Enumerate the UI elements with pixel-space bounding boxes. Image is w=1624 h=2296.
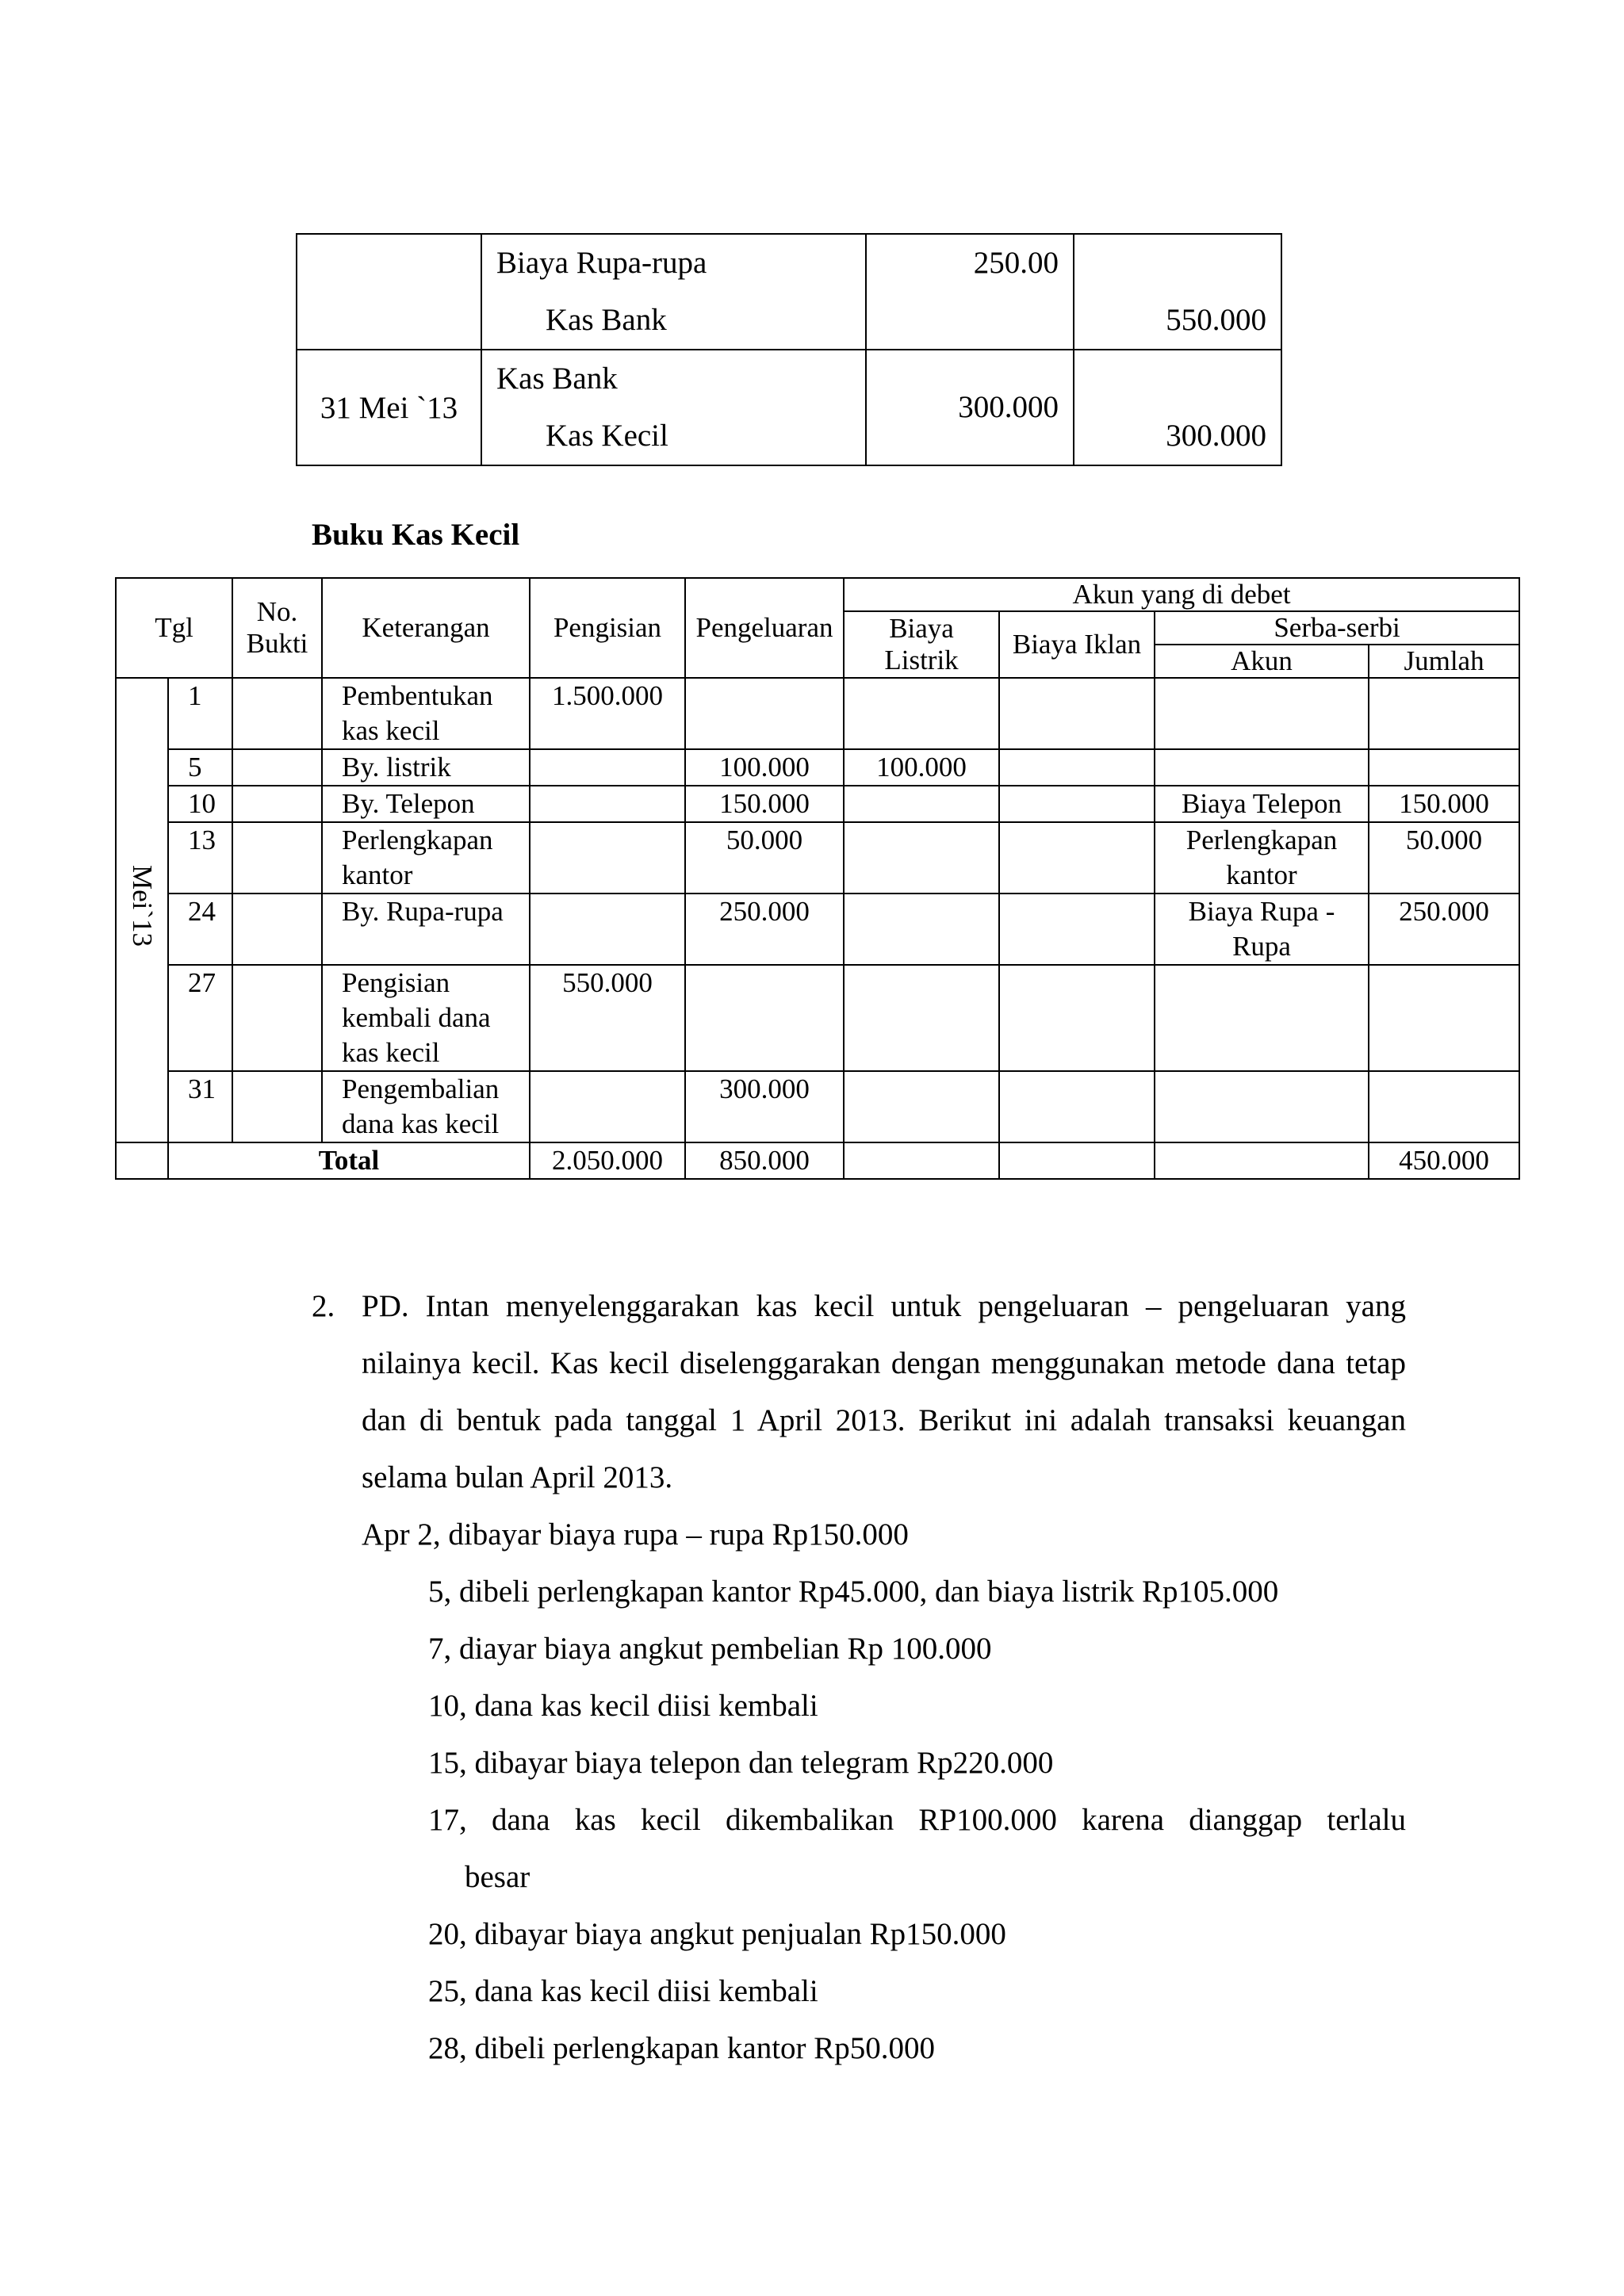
cell-iklan: [999, 786, 1155, 822]
cell-jumlah: 250.000: [1369, 894, 1519, 965]
cell-pengisian: [530, 822, 685, 894]
transaction-line: 20, dibayar biaya angkut penjualan Rp150.000: [428, 1917, 1006, 1951]
cell-keterangan: Pengisian kembali dana kas kecil: [322, 965, 530, 1071]
cell-pengisian: 1.500.000: [530, 678, 685, 749]
cell-bukti: [232, 965, 322, 1071]
month-label-cell: [116, 678, 168, 1142]
journal-date: 31 Mei `13: [297, 350, 481, 465]
header-keterangan: Keterangan: [322, 578, 530, 678]
cell-listrik: [844, 786, 999, 822]
journal-debit: 250.00: [973, 246, 1059, 280]
cell-jumlah: [1369, 678, 1519, 749]
cell-listrik: [844, 1071, 999, 1142]
journal-row: [297, 234, 1281, 350]
problem-2: [312, 1278, 1406, 2077]
cell-iklan: [999, 678, 1155, 749]
transaction-line: besar: [465, 1860, 530, 1894]
cell-day: 24: [168, 894, 232, 965]
journal-credit: 300.000: [1166, 419, 1266, 453]
cell-bukti: [232, 822, 322, 894]
journal-account: Kas Bank: [496, 362, 618, 396]
cell-listrik: [844, 822, 999, 894]
transaction-line: 17, dana kas kecil dikembalikan RP100.000 karena dianggap terlalu: [428, 1803, 1406, 1837]
cell-pengisian: [530, 1071, 685, 1142]
table-row: [116, 749, 1519, 786]
cell-pengisian: 550.000: [530, 965, 685, 1071]
journal-account: Kas Bank: [546, 303, 667, 337]
header-akun-debet: Akun yang di debet: [844, 578, 1519, 611]
total-label: Total: [168, 1142, 530, 1179]
header-pengeluaran: Pengeluaran: [685, 578, 844, 678]
header-tgl: Tgl: [116, 578, 232, 678]
total-pengeluaran: 850.000: [685, 1142, 844, 1179]
transaction-line: 7, diayar biaya angkut pembelian Rp 100.000: [428, 1632, 992, 1666]
cell-iklan: [999, 894, 1155, 965]
cell-day: 31: [168, 1071, 232, 1142]
cell-jumlah: 50.000: [1369, 822, 1519, 894]
cell-jumlah: [1369, 749, 1519, 786]
cell-akun: Biaya Rupa - Rupa: [1155, 894, 1369, 965]
header-biaya-listrik: Biaya Listrik: [844, 611, 999, 678]
problem-number: 2.: [312, 1289, 335, 1323]
cell-pengisian: [530, 749, 685, 786]
cell-keterangan: By. Rupa-rupa: [322, 894, 530, 965]
cell-day: 1: [168, 678, 232, 749]
month-label: Mei`13: [127, 864, 158, 947]
cell-pengeluaran: 250.000: [685, 894, 844, 965]
journal-credit: [1074, 235, 1281, 292]
cell-pengeluaran: 300.000: [685, 1071, 844, 1142]
problem-intro-text: PD. Intan menyelenggarakan kas kecil untuk pengeluaran – pengeluaran yang nilainya kecil. Kas kecil diselenggarakan dengan menggunakan metode dana tetap dan di bentuk pada tanggal 1 April 2013. Berikut ini adalah transaksi keuangan selama bulan April 2013.: [362, 1289, 1406, 1494]
cell-listrik: [844, 965, 999, 1071]
cell-jumlah: [1369, 965, 1519, 1071]
journal-credit: [1074, 350, 1281, 408]
journal-debit: 300.000: [958, 390, 1059, 424]
total-pengisian: 2.050.000: [530, 1142, 685, 1179]
transaction-line: 5, dibeli perlengkapan kantor Rp45.000, dan biaya listrik Rp105.000: [428, 1575, 1279, 1609]
cell-akun: [1155, 678, 1369, 749]
cell-keterangan: Pembentukan kas kecil: [322, 678, 530, 749]
cell-day: 5: [168, 749, 232, 786]
cell-bukti: [232, 749, 322, 786]
journal-account: Biaya Rupa-rupa: [496, 246, 707, 280]
section-title: Buku Kas Kecil: [312, 518, 520, 552]
cell-pengeluaran: 50.000: [685, 822, 844, 894]
cell-day: 27: [168, 965, 232, 1071]
petty-cash-table: [115, 577, 1519, 1180]
table-row: [116, 1071, 1519, 1142]
cell-keterangan: By. listrik: [322, 749, 530, 786]
transaction-line: Apr 2, dibayar biaya rupa – rupa Rp150.000: [362, 1517, 909, 1552]
cell-jumlah: 150.000: [1369, 786, 1519, 822]
header-row: [116, 578, 1519, 611]
cell-akun: Biaya Telepon: [1155, 786, 1369, 822]
header-pengisian: Pengisian: [530, 578, 685, 678]
cell-listrik: [844, 894, 999, 965]
cell-iklan: [999, 822, 1155, 894]
problem-intro: [312, 1278, 1406, 1506]
table-row: [116, 678, 1519, 749]
journal-debit: [867, 292, 1073, 349]
header-serba-serbi: Serba-serbi: [1155, 611, 1519, 645]
cell-bukti: [232, 1071, 322, 1142]
cell-akun: [1155, 749, 1369, 786]
journal-row: [297, 350, 1281, 465]
cell-jumlah: [1369, 1071, 1519, 1142]
total-row: [116, 1142, 1519, 1179]
journal-credit: 550.000: [1166, 303, 1266, 337]
cell-pengeluaran: 100.000: [685, 749, 844, 786]
cell-iklan: [999, 965, 1155, 1071]
cell-keterangan: Perlengkapan kantor: [322, 822, 530, 894]
cell-day: 10: [168, 786, 232, 822]
cell-day: 13: [168, 822, 232, 894]
cell-akun: [1155, 1071, 1369, 1142]
table-row: [116, 786, 1519, 822]
table-row: [116, 894, 1519, 965]
cell-bukti: [232, 894, 322, 965]
journal-date: [297, 234, 481, 350]
total-jumlah: 450.000: [1369, 1142, 1519, 1179]
cell-listrik: 100.000: [844, 749, 999, 786]
header-no-bukti: No. Bukti: [232, 578, 322, 678]
header-biaya-iklan: Biaya Iklan: [999, 611, 1155, 678]
journal-table: [296, 233, 1281, 465]
transaction-line: 10, dana kas kecil diisi kembali: [428, 1689, 818, 1723]
cell-listrik: [844, 678, 999, 749]
transaction-line: 25, dana kas kecil diisi kembali: [428, 1974, 818, 2008]
header-jumlah: Jumlah: [1369, 645, 1519, 678]
header-akun: Akun: [1155, 645, 1369, 678]
cell-iklan: [999, 749, 1155, 786]
table-row: [116, 822, 1519, 894]
transaction-line: 15, dibayar biaya telepon dan telegram Rp220.000: [428, 1746, 1054, 1780]
cell-akun: [1155, 965, 1369, 1071]
cell-keterangan: Pengembalian dana kas kecil: [322, 1071, 530, 1142]
cell-pengeluaran: [685, 965, 844, 1071]
table-row: [116, 965, 1519, 1071]
cell-akun: Perlengkapan kantor: [1155, 822, 1369, 894]
cell-bukti: [232, 786, 322, 822]
cell-iklan: [999, 1071, 1155, 1142]
transaction-line: 28, dibeli perlengkapan kantor Rp50.000: [428, 2031, 936, 2065]
cell-pengeluaran: 150.000: [685, 786, 844, 822]
cell-keterangan: By. Telepon: [322, 786, 530, 822]
cell-pengisian: [530, 786, 685, 822]
cell-pengisian: [530, 894, 685, 965]
journal-account: Kas Kecil: [546, 419, 668, 453]
cell-pengeluaran: [685, 678, 844, 749]
cell-bukti: [232, 678, 322, 749]
